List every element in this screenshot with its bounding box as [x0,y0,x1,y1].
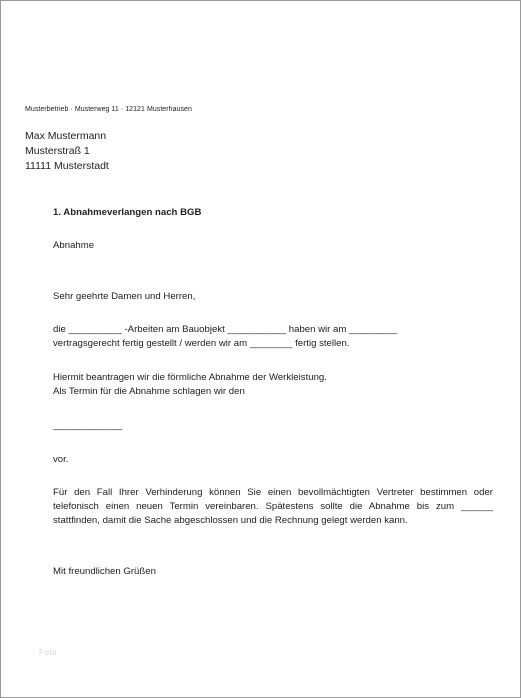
letter-label: Abnahme [53,240,95,251]
sender-line: Musterbetrieb · Musterweg 11 · 12121 Musterhausen [25,106,192,113]
paragraph1-line1: die __________ -Arbeiten am Bauobjekt ___________ haben wir am _________ [53,324,398,335]
closing: Mit freundlichen Grüßen [53,566,156,577]
recipient-city: 11111 Musterstadt [25,160,109,172]
date-blank-line: _____________ [53,420,123,431]
paragraph2-line1: Hiermit beantragen wir die förmliche Abnahme der Werkleistung. [53,372,327,383]
watermark: Foto [39,648,58,657]
vor-text: vor. [53,454,69,465]
recipient-street: Musterstraß 1 [25,145,90,157]
paragraph3-line3: stattfinden, damit die Sache abgeschlossen und die Rechnung gelegt werden kann. [53,515,408,526]
paragraph1-line2: vertragsgerecht fertig gestellt / werden wir am ________ fertig stellen. [53,338,350,349]
paragraph3-line2: telefonisch einen neuen Termin vereinbaren. Spätestens sollte die Abnahme bis zum ______ [53,501,493,512]
paragraph2-line2: Als Termin für die Abnahme schlagen wir den [53,386,245,397]
recipient-name: Max Mustermann [25,130,107,142]
letter-subject: 1. Abnahmeverlangen nach BGB [53,207,202,218]
paragraph3-line1: Für den Fall Ihrer Verhinderung können Sie einen bevollmächtigten Vertreter bestimmen oder [53,487,493,498]
salutation: Sehr geehrte Damen und Herren, [53,291,196,302]
